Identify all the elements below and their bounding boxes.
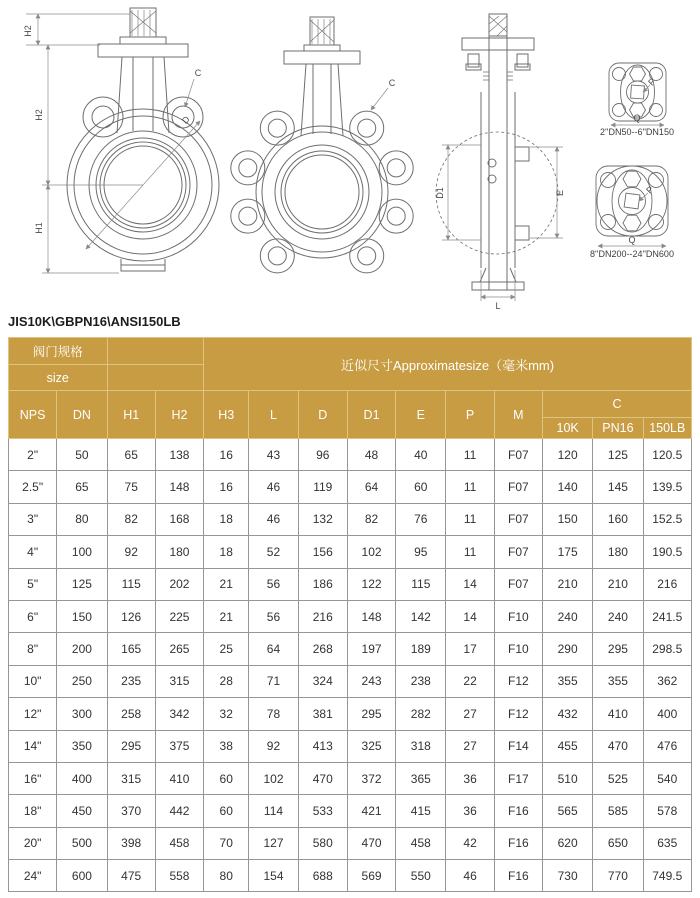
table-cell: 64 xyxy=(249,633,298,665)
table-cell: 16" xyxy=(9,762,57,794)
table-cell: F07 xyxy=(494,439,542,471)
table-cell: 400 xyxy=(643,698,691,730)
lug-valve-front-view xyxy=(231,17,413,273)
table-cell: 240 xyxy=(542,600,592,632)
table-cell: 82 xyxy=(347,503,395,535)
table-cell: 569 xyxy=(347,860,395,892)
table-cell: 210 xyxy=(593,568,643,600)
table-cell: 298.5 xyxy=(643,633,691,665)
dimension-table-body xyxy=(9,439,692,892)
table-cell: 620 xyxy=(542,827,592,859)
technical-drawings xyxy=(0,0,700,312)
col-header-nps: NPS xyxy=(9,391,57,439)
table-cell: 2.5" xyxy=(9,471,57,503)
table-cell: 24" xyxy=(9,860,57,892)
table-cell: 372 xyxy=(347,762,395,794)
table-row xyxy=(9,439,692,471)
table-cell: 533 xyxy=(298,795,347,827)
table-cell: 11 xyxy=(446,471,494,503)
table-cell: 180 xyxy=(155,536,203,568)
table-cell: 410 xyxy=(593,698,643,730)
table-cell: 268 xyxy=(298,633,347,665)
table-cell: 71 xyxy=(249,665,298,697)
table-cell: 115 xyxy=(107,568,155,600)
table-cell: 243 xyxy=(347,665,395,697)
table-row xyxy=(9,536,692,568)
table-cell: 11 xyxy=(446,536,494,568)
table-cell: 432 xyxy=(542,698,592,730)
table-cell: 56 xyxy=(249,600,298,632)
table-cell: 46 xyxy=(249,503,298,535)
table-cell: 142 xyxy=(396,600,446,632)
table-cell: 14 xyxy=(446,568,494,600)
col-header-dn: DN xyxy=(57,391,107,439)
dim-label-d: D xyxy=(179,114,192,126)
table-cell: 202 xyxy=(155,568,203,600)
table-cell: 375 xyxy=(155,730,203,762)
table-cell: 17 xyxy=(446,633,494,665)
col-header-d: D xyxy=(298,391,347,439)
table-cell: 78 xyxy=(249,698,298,730)
col-header-10k: 10K xyxy=(542,418,592,439)
table-cell: 8" xyxy=(9,633,57,665)
table-row xyxy=(9,600,692,632)
table-cell: 92 xyxy=(107,536,155,568)
table-row xyxy=(9,827,692,859)
table-cell: F10 xyxy=(494,600,542,632)
col-header-h3: H3 xyxy=(204,391,249,439)
table-cell: 60 xyxy=(396,471,446,503)
table-cell: 324 xyxy=(298,665,347,697)
table-cell: 27 xyxy=(446,730,494,762)
header-approx-size: 近似尺寸Approximatesize（毫米mm) xyxy=(204,338,692,391)
table-cell: 60 xyxy=(204,795,249,827)
table-cell: 70 xyxy=(204,827,249,859)
dimension-table xyxy=(8,337,692,892)
table-cell: 168 xyxy=(155,503,203,535)
table-cell: 730 xyxy=(542,860,592,892)
table-cell: F10 xyxy=(494,633,542,665)
table-cell: F14 xyxy=(494,730,542,762)
table-row xyxy=(9,762,692,794)
table-cell: 225 xyxy=(155,600,203,632)
header-size: size xyxy=(9,365,108,391)
table-cell: 325 xyxy=(347,730,395,762)
table-cell: 11 xyxy=(446,503,494,535)
table-row xyxy=(9,860,692,892)
table-cell: 186 xyxy=(298,568,347,600)
dim-label-l: L xyxy=(495,301,501,311)
table-cell: 216 xyxy=(643,568,691,600)
iso-top-flange-large xyxy=(596,166,668,236)
table-cell: 18 xyxy=(204,503,249,535)
table-cell: F16 xyxy=(494,795,542,827)
col-header-m: M xyxy=(494,391,542,439)
table-cell: 398 xyxy=(107,827,155,859)
table-cell: 189 xyxy=(396,633,446,665)
table-cell: 138 xyxy=(155,439,203,471)
table-cell: 410 xyxy=(155,762,203,794)
table-cell: 5" xyxy=(9,568,57,600)
table-cell: 235 xyxy=(107,665,155,697)
table-cell: 241.5 xyxy=(643,600,691,632)
col-header-pn16: PN16 xyxy=(593,418,643,439)
table-cell: 18 xyxy=(204,536,249,568)
table-cell: 120.5 xyxy=(643,439,691,471)
table-cell: 18" xyxy=(9,795,57,827)
table-cell: 65 xyxy=(57,471,107,503)
table-cell: 76 xyxy=(396,503,446,535)
table-cell: 152.5 xyxy=(643,503,691,535)
table-cell: 14" xyxy=(9,730,57,762)
table-cell: 75 xyxy=(107,471,155,503)
table-cell: 12" xyxy=(9,698,57,730)
table-cell: 749.5 xyxy=(643,860,691,892)
table-cell: 38 xyxy=(204,730,249,762)
table-cell: 510 xyxy=(542,762,592,794)
table-cell: 421 xyxy=(347,795,395,827)
table-cell: 16 xyxy=(204,439,249,471)
table-cell: 125 xyxy=(57,568,107,600)
table-cell: 100 xyxy=(57,536,107,568)
table-cell: 470 xyxy=(593,730,643,762)
table-cell: F16 xyxy=(494,827,542,859)
dim-label-q-large: Q xyxy=(628,235,636,245)
table-cell: 36 xyxy=(446,762,494,794)
table-cell: 290 xyxy=(542,633,592,665)
table-cell: 200 xyxy=(57,633,107,665)
dim-label-c-lug: C xyxy=(388,78,396,88)
col-header-h1: H1 xyxy=(107,391,155,439)
valve-side-section-view xyxy=(436,14,558,290)
table-row xyxy=(9,471,692,503)
table-cell: 95 xyxy=(396,536,446,568)
table-cell: 148 xyxy=(347,600,395,632)
side-view-dimensions xyxy=(442,145,563,301)
table-cell: 295 xyxy=(107,730,155,762)
header-empty-top xyxy=(107,338,204,365)
table-cell: 16 xyxy=(204,471,249,503)
table-cell: 20" xyxy=(9,827,57,859)
table-cell: 282 xyxy=(396,698,446,730)
table-cell: 126 xyxy=(107,600,155,632)
dim-label-h2-left: H2 xyxy=(34,109,44,121)
table-cell: 300 xyxy=(57,698,107,730)
table-cell: 565 xyxy=(542,795,592,827)
table-cell: 139.5 xyxy=(643,471,691,503)
table-cell: 400 xyxy=(57,762,107,794)
table-row xyxy=(9,730,692,762)
col-header-e: E xyxy=(396,391,446,439)
wafer-valve-dimensions xyxy=(26,14,200,273)
table-cell: 381 xyxy=(298,698,347,730)
table-cell: 40 xyxy=(396,439,446,471)
table-row xyxy=(9,503,692,535)
table-cell: 476 xyxy=(643,730,691,762)
table-cell: 11 xyxy=(446,439,494,471)
table-cell: 238 xyxy=(396,665,446,697)
table-cell: 635 xyxy=(643,827,691,859)
table-cell: 80 xyxy=(204,860,249,892)
table-cell: F07 xyxy=(494,471,542,503)
table-cell: 102 xyxy=(347,536,395,568)
table-cell: 160 xyxy=(593,503,643,535)
table-cell: 525 xyxy=(593,762,643,794)
table-cell: 258 xyxy=(107,698,155,730)
table-cell: 132 xyxy=(298,503,347,535)
table-row xyxy=(9,665,692,697)
table-cell: 22 xyxy=(446,665,494,697)
wafer-valve-front-view xyxy=(67,8,219,271)
table-cell: 350 xyxy=(57,730,107,762)
table-cell: 580 xyxy=(298,827,347,859)
table-cell: 165 xyxy=(107,633,155,665)
table-cell: 60 xyxy=(204,762,249,794)
table-cell: 550 xyxy=(396,860,446,892)
table-cell: 210 xyxy=(542,568,592,600)
table-cell: 318 xyxy=(396,730,446,762)
col-header-p: P xyxy=(446,391,494,439)
table-cell: 315 xyxy=(107,762,155,794)
col-header-d1: D1 xyxy=(347,391,395,439)
table-cell: 370 xyxy=(107,795,155,827)
table-row xyxy=(9,795,692,827)
table-cell: 475 xyxy=(107,860,155,892)
table-cell: 28 xyxy=(204,665,249,697)
table-cell: 578 xyxy=(643,795,691,827)
table-cell: 82 xyxy=(107,503,155,535)
table-cell: 365 xyxy=(396,762,446,794)
col-header-l: L xyxy=(249,391,298,439)
table-cell: 48 xyxy=(347,439,395,471)
table-cell: 65 xyxy=(107,439,155,471)
table-cell: 156 xyxy=(298,536,347,568)
caption-large-pad: 8''DN200--24''DN600 xyxy=(590,249,674,259)
table-cell: 114 xyxy=(249,795,298,827)
table-cell: 21 xyxy=(204,568,249,600)
table-cell: 458 xyxy=(155,827,203,859)
table-cell: 442 xyxy=(155,795,203,827)
table-cell: 92 xyxy=(249,730,298,762)
table-cell: 190.5 xyxy=(643,536,691,568)
table-cell: 148 xyxy=(155,471,203,503)
table-row xyxy=(9,568,692,600)
table-cell: F16 xyxy=(494,860,542,892)
table-cell: 6" xyxy=(9,600,57,632)
table-row xyxy=(9,698,692,730)
table-cell: 355 xyxy=(542,665,592,697)
dim-label-q-small: Q xyxy=(633,113,641,123)
table-cell: 96 xyxy=(298,439,347,471)
table-cell: 558 xyxy=(155,860,203,892)
table-cell: 315 xyxy=(155,665,203,697)
table-cell: 355 xyxy=(593,665,643,697)
table-cell: 140 xyxy=(542,471,592,503)
table-cell: 122 xyxy=(347,568,395,600)
table-cell: 415 xyxy=(396,795,446,827)
table-cell: 125 xyxy=(593,439,643,471)
table-cell: 250 xyxy=(57,665,107,697)
table-cell: 127 xyxy=(249,827,298,859)
header-empty-bottom xyxy=(107,365,204,391)
table-cell: 10" xyxy=(9,665,57,697)
table-cell: 180 xyxy=(593,536,643,568)
table-cell: 265 xyxy=(155,633,203,665)
table-cell: F12 xyxy=(494,665,542,697)
table-cell: 21 xyxy=(204,600,249,632)
table-cell: 50 xyxy=(57,439,107,471)
dim-label-h2-top: H2 xyxy=(23,25,33,37)
table-cell: 600 xyxy=(57,860,107,892)
table-cell: 2" xyxy=(9,439,57,471)
table-cell: 80 xyxy=(57,503,107,535)
table-cell: 688 xyxy=(298,860,347,892)
table-cell: 102 xyxy=(249,762,298,794)
dim-label-p-large: P xyxy=(644,184,656,196)
dim-label-h1: H1 xyxy=(34,222,44,234)
table-cell: 4" xyxy=(9,536,57,568)
table-cell: 450 xyxy=(57,795,107,827)
table-cell: 540 xyxy=(643,762,691,794)
table-cell: 175 xyxy=(542,536,592,568)
table-cell: 470 xyxy=(298,762,347,794)
table-cell: 46 xyxy=(446,860,494,892)
dim-label-d1: D1 xyxy=(435,187,445,199)
table-cell: 25 xyxy=(204,633,249,665)
dim-label-e: E xyxy=(555,189,565,197)
table-cell: 56 xyxy=(249,568,298,600)
caption-small-pad: 2''DN50--6''DN150 xyxy=(600,127,674,137)
table-cell: 342 xyxy=(155,698,203,730)
table-title: JIS10K\GBPN16\ANSI150LB xyxy=(8,314,181,329)
table-cell: 154 xyxy=(249,860,298,892)
table-cell: 770 xyxy=(593,860,643,892)
table-cell: 650 xyxy=(593,827,643,859)
table-cell: 585 xyxy=(593,795,643,827)
col-header-h2: H2 xyxy=(155,391,203,439)
table-cell: F17 xyxy=(494,762,542,794)
table-cell: 119 xyxy=(298,471,347,503)
table-cell: 3" xyxy=(9,503,57,535)
table-cell: 43 xyxy=(249,439,298,471)
table-cell: 150 xyxy=(57,600,107,632)
col-header-150lb: 150LB xyxy=(643,418,691,439)
table-cell: 46 xyxy=(249,471,298,503)
table-cell: 150 xyxy=(542,503,592,535)
dim-label-c-wafer: C xyxy=(194,68,202,78)
table-cell: 362 xyxy=(643,665,691,697)
table-cell: 145 xyxy=(593,471,643,503)
table-cell: 470 xyxy=(347,827,395,859)
table-cell: 240 xyxy=(593,600,643,632)
table-cell: 295 xyxy=(593,633,643,665)
table-cell: 115 xyxy=(396,568,446,600)
col-header-c-group: C xyxy=(542,391,691,418)
header-valve-spec: 阀门规格 xyxy=(9,338,108,365)
table-cell: 120 xyxy=(542,439,592,471)
table-cell: 32 xyxy=(204,698,249,730)
table-cell: F12 xyxy=(494,698,542,730)
table-cell: F07 xyxy=(494,568,542,600)
table-cell: 197 xyxy=(347,633,395,665)
table-cell: 36 xyxy=(446,795,494,827)
table-cell: 295 xyxy=(347,698,395,730)
table-cell: 500 xyxy=(57,827,107,859)
table-cell: 458 xyxy=(396,827,446,859)
lug-valve-dimensions xyxy=(371,88,388,110)
table-cell: 52 xyxy=(249,536,298,568)
table-cell: 216 xyxy=(298,600,347,632)
table-cell: 14 xyxy=(446,600,494,632)
table-cell: 413 xyxy=(298,730,347,762)
table-cell: F07 xyxy=(494,503,542,535)
table-cell: 64 xyxy=(347,471,395,503)
dim-label-p-small: P xyxy=(646,76,658,88)
table-cell: 455 xyxy=(542,730,592,762)
table-cell: F07 xyxy=(494,536,542,568)
table-row xyxy=(9,633,692,665)
table-cell: 42 xyxy=(446,827,494,859)
table-cell: 27 xyxy=(446,698,494,730)
